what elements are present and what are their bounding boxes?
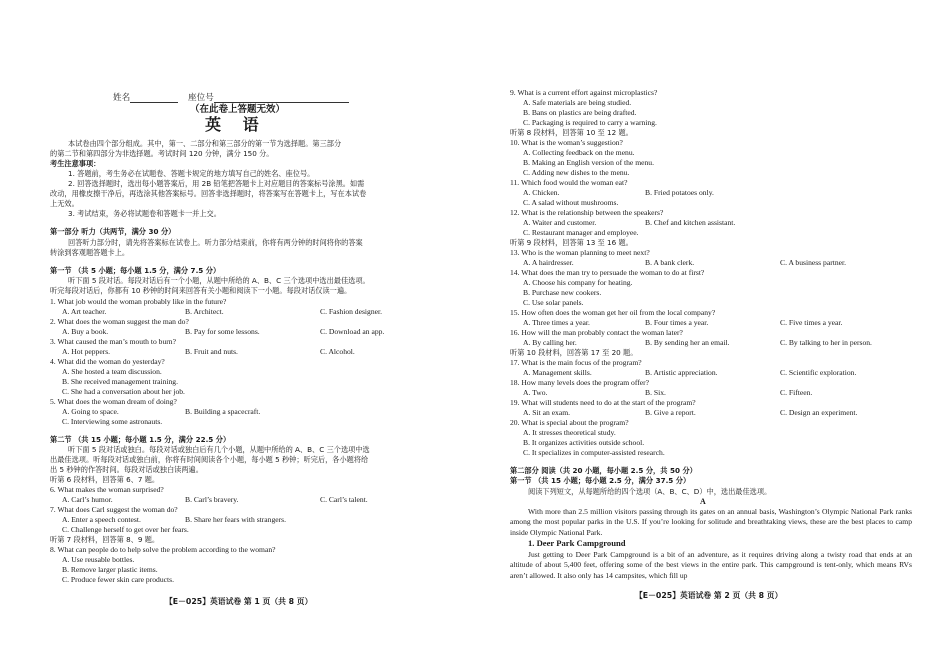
- page-title: 英 语: [205, 115, 267, 134]
- question-stem: 13. Who is the woman planning to meet next?: [510, 248, 650, 257]
- invalid-note: （在此卷上答题无效）: [190, 104, 286, 115]
- note-line: 3. 考试结束，务必将试题卷和答题卡一并上交。: [68, 209, 221, 218]
- intro-line: 本试卷由四个部分组成。其中，第一、二部分和第三部分的第一节为选择题。第三部分: [68, 139, 342, 148]
- option-b: B. Four times a year.: [645, 318, 709, 327]
- option-b: B. Artistic appreciation.: [645, 368, 718, 377]
- option-a: A. Safe materials are being studied.: [523, 98, 632, 107]
- option-a: A. She hosted a team discussion.: [62, 367, 162, 376]
- option-b: B. Share her fears with strangers.: [185, 515, 287, 524]
- option-b: B. Building a spacecraft.: [185, 407, 261, 416]
- option-a: A. Chicken.: [523, 188, 560, 197]
- option-b: B. She received management training.: [62, 377, 178, 386]
- question-stem: 18. How many levels does the program offer?: [510, 378, 650, 387]
- part1-desc: 转涂到客观题答题卡上。: [50, 248, 130, 257]
- option-a: A. Three times a year.: [523, 318, 590, 327]
- question-stem: 20. What is special about the program?: [510, 418, 629, 427]
- option-b: B. Purchase new cookers.: [523, 288, 602, 297]
- material-label: 听第 9 段材料，回答第 13 至 16 题。: [510, 238, 633, 247]
- section1-desc: 听下面 5 段对话。每段对话后有一个小题，从题中所给的 A、B、C 三个选项中选出最佳选项。: [68, 276, 370, 285]
- question-stem: 10. What is the woman’s suggestion?: [510, 138, 623, 147]
- option-b: B. Carl’s bravery.: [185, 495, 239, 504]
- option-c: C. Adding new dishes to the menu.: [523, 168, 630, 177]
- section2-desc: 出最佳选项。听每段对话或独白前，你将有时间阅读各个小题，每小题 5 秒钟；听完后，各小题将给: [50, 455, 369, 464]
- option-c: C. By talking to her in person.: [780, 338, 872, 347]
- part1-desc: 回答听力部分时，请先将答案标在试卷上。听力部分结束前，你将有两分钟的时间将你的答案: [68, 238, 363, 247]
- note-line: 上无效。: [50, 199, 79, 208]
- question-stem: 17. What is the main focus of the program?: [510, 358, 642, 367]
- option-b: B. Making an English version of the menu.: [523, 158, 654, 167]
- option-b: B. A bank clerk.: [645, 258, 695, 267]
- option-c: C. A business partner.: [780, 258, 847, 267]
- option-c: C. Carl’s talent.: [320, 495, 368, 504]
- page-footer: 【E－025】英语试卷 第 2 页（共 8 页）: [635, 591, 783, 600]
- material-label: 听第 10 段材料，回答第 17 至 20 题。: [510, 348, 638, 357]
- section2-desc: 出 5 秒钟的作答时间。每段对话或独白读两遍。: [50, 465, 203, 474]
- option-a: A. Going to space.: [62, 407, 119, 416]
- question-stem: 8. What can people do to help solve the problem according to the woman?: [50, 545, 276, 554]
- option-b: B. Chef and kitchen assistant.: [645, 218, 736, 227]
- intro-line: 的第二节和第四部分为非选择题。考试时间 120 分钟，满分 150 分。: [50, 149, 274, 158]
- passage-paragraph: Just getting to Deer Park Campground is a bit of an adventure, as it requires driving along a twisty road that ends at an altitude of about 5,400 feet, offering some of the best views in the entire park. This campground is tent-only, which means RVs aren’t allowed. It also only has 14 campsites, which fill up: [510, 550, 912, 580]
- option-b: B. Give a report.: [645, 408, 696, 417]
- note-line: 改动，用橡皮擦干净后，再选涂其他答案标号。回答非选择题时，将答案写在答题卡上，写在本试卷: [50, 189, 367, 198]
- option-a: A. Buy a book.: [62, 327, 109, 336]
- option-c: C. Alcohol.: [320, 347, 355, 356]
- section2-desc: 听下面 5 段对话或独白。每段对话或独白后有几个小题，从题中所给的 A、B、C 三个选项中选: [68, 445, 370, 454]
- question-stem: 7. What does Carl suggest the woman do?: [50, 505, 178, 514]
- section1-desc: 听完每段对话后，你都有 10 秒钟的时间来回答有关小题和阅读下一小题。每段对话仅读一遍。: [50, 286, 352, 295]
- option-b: B. It organizes activities outside school.: [523, 438, 645, 447]
- name-field-label: 姓名: [113, 94, 178, 103]
- option-a: A. Collecting feedback on the menu.: [523, 148, 635, 157]
- option-b: B. Fruit and nuts.: [185, 347, 238, 356]
- material-label: 听第 7 段材料，回答第 8、9 题。: [50, 535, 160, 544]
- option-c: C. Challenge herself to get over her fears.: [62, 525, 189, 534]
- option-c: C. Use solar panels.: [523, 298, 584, 307]
- option-b: B. Pay for some lessons.: [185, 327, 260, 336]
- page-footer: 【E－025】英语试卷 第 1 页（共 8 页）: [165, 597, 313, 606]
- question-stem: 6. What makes the woman surprised?: [50, 485, 164, 494]
- option-a: A. A hairdresser.: [523, 258, 574, 267]
- option-c: C. Download an app.: [320, 327, 385, 336]
- option-c: C. Interviewing some astronauts.: [62, 417, 163, 426]
- option-b: B. Architect.: [185, 307, 224, 316]
- option-a: A. Art teacher.: [62, 307, 107, 316]
- option-c: C. Produce fewer skin care products.: [62, 575, 174, 584]
- question-stem: 11. Which food would the woman eat?: [510, 178, 628, 187]
- question-stem: 19. What will students need to do at the start of the program?: [510, 398, 696, 407]
- question-stem: 12. What is the relationship between the speakers?: [510, 208, 664, 217]
- option-c: C. She had a conversation about her job.: [62, 387, 185, 396]
- part1-heading: 第一部分 听力（共两节，满分 30 分）: [50, 227, 176, 236]
- note-line: 2. 回答选择题时，选出每小题答案后，用 2B 铅笔把答题卡上对应题目的答案标号涂黑。如需: [68, 179, 365, 188]
- question-stem: 5. What does the woman dream of doing?: [50, 397, 177, 406]
- option-a: A. Two.: [523, 388, 548, 397]
- question-stem: 15. How often does the woman get her oil from the local company?: [510, 308, 716, 317]
- option-b: B. Six.: [645, 388, 666, 397]
- option-c: C. Design an experiment.: [780, 408, 858, 417]
- option-c: C. Fifteen.: [780, 388, 813, 397]
- passage-subheading: 1. Deer Park Campground: [528, 538, 626, 548]
- section1-heading: 第一节 （共 5 小题；每小题 1.5 分，满分 7.5 分）: [50, 266, 221, 275]
- option-a: A. Enter a speech contest.: [62, 515, 141, 524]
- notes-title: 考生注意事项：: [50, 159, 101, 168]
- option-c: C. Packaging is required to carry a warning.: [523, 118, 657, 127]
- option-c: C. A salad without mushrooms.: [523, 198, 619, 207]
- option-c: C. Fashion designer.: [320, 307, 383, 316]
- question-stem: 14. What does the man try to persuade the woman to do at first?: [510, 268, 705, 277]
- option-a: A. Hot peppers.: [62, 347, 111, 356]
- option-b: B. Bans on plastics are being drafted.: [523, 108, 637, 117]
- option-a: A. Use reusable bottles.: [62, 555, 135, 564]
- option-a: A. Sit an exam.: [523, 408, 571, 417]
- note-line: 1. 答题前，考生务必在试题卷、答题卡规定的地方填写自己的姓名、座位号。: [68, 169, 315, 178]
- option-a: A. It stresses theoretical study.: [523, 428, 616, 437]
- passage-letter: A: [700, 497, 706, 506]
- question-stem: 4. What did the woman do yesterday?: [50, 357, 165, 366]
- option-c: C. Restaurant manager and employee.: [523, 228, 639, 237]
- passage-paragraph: With more than 2.5 million visitors passing through its gates on an annual basis, Washington’s Olympic National Park ranks among the most popular parks in the U.S. If you’re looking for solitude and breathtaking views, these are the best places to camp inside Olympic National Park.: [510, 507, 912, 537]
- option-a: A. Management skills.: [523, 368, 592, 377]
- question-stem: 16. How will the man probably contact the woman later?: [510, 328, 683, 337]
- reading-section1-desc: 阅读下列短文，从每题所给的四个选项（A、B、C、D）中，选出最佳选项。: [528, 487, 772, 496]
- part2-heading: 第二部分 阅读（共 20 小题，每小题 2.5 分，共 50 分）: [510, 466, 697, 475]
- reading-section1-heading: 第一节 （共 15 小题；每小题 2.5 分，满分 37.5 分）: [510, 476, 691, 485]
- option-c: C. It specializes in computer-assisted research.: [523, 448, 665, 457]
- question-stem: 1. What job would the woman probably like in the future?: [50, 297, 227, 306]
- option-a: A. Waiter and customer.: [523, 218, 597, 227]
- seat-field-label: 座位号: [188, 94, 349, 103]
- question-stem: 2. What does the woman suggest the man do?: [50, 317, 189, 326]
- option-a: A. Choose his company for heating.: [523, 278, 633, 287]
- option-b: B. By sending her an email.: [645, 338, 730, 347]
- material-label: 听第 6 段材料，回答第 6、7 题。: [50, 475, 160, 484]
- material-label: 听第 8 段材料，回答第 10 至 12 题。: [510, 128, 633, 137]
- option-c: C. Five times a year.: [780, 318, 843, 327]
- option-b: B. Fried potatoes only.: [645, 188, 714, 197]
- question-stem: 9. What is a current effort against microplastics?: [510, 88, 658, 97]
- option-c: C. Scientific exploration.: [780, 368, 857, 377]
- section2-heading: 第二节 （共 15 小题；每小题 1.5 分，满分 22.5 分）: [50, 435, 231, 444]
- option-b: B. Remove larger plastic items.: [62, 565, 158, 574]
- question-stem: 3. What caused the man’s mouth to burn?: [50, 337, 176, 346]
- option-a: A. Carl’s humor.: [62, 495, 113, 504]
- option-a: A. By calling her.: [523, 338, 577, 347]
- exam-page-2: [475, 0, 950, 672]
